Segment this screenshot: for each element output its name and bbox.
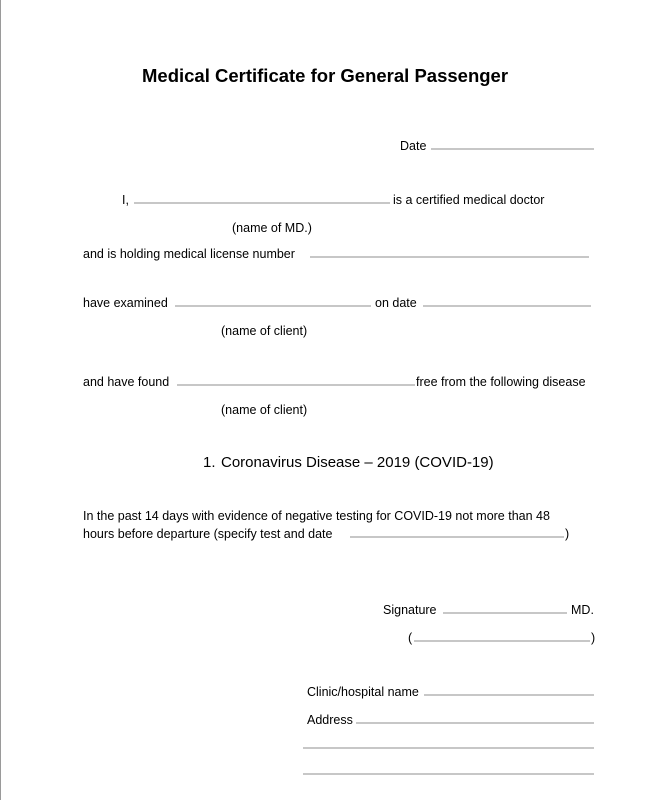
signature-label: Signature — [383, 603, 437, 617]
client-name-field-1[interactable] — [175, 305, 371, 307]
intro-prefix: I, — [122, 193, 129, 207]
signature-suffix: MD. — [571, 603, 594, 617]
free-from-label: free from the following disease — [416, 375, 586, 389]
intro-suffix: is a certified medical doctor — [393, 193, 545, 207]
license-number-field[interactable] — [310, 256, 589, 258]
printed-name-open-paren: ( — [408, 631, 413, 645]
testing-line-1: In the past 14 days with evidence of negative testing for COVID-19 not more than 48 — [83, 509, 550, 523]
disease-name: Coronavirus Disease – 2019 (COVID-19) — [221, 454, 494, 471]
printed-name-close-paren: ) — [591, 631, 596, 645]
address-field-1[interactable] — [356, 722, 594, 724]
address-field-2[interactable] — [303, 747, 594, 749]
client-name-field-2[interactable] — [177, 384, 415, 386]
test-details-field[interactable] — [350, 536, 564, 538]
examined-label: have examined — [83, 296, 168, 310]
client-caption-1: (name of client) — [221, 324, 308, 338]
address-field-3[interactable] — [303, 773, 594, 775]
page-left-edge — [0, 0, 1, 800]
address-label: Address — [307, 713, 353, 727]
client-caption-2: (name of client) — [221, 403, 308, 417]
date-label: Date — [400, 139, 427, 153]
date-field[interactable] — [431, 148, 594, 150]
found-label: and have found — [83, 375, 170, 389]
printed-name-field[interactable] — [414, 640, 590, 642]
md-name-field[interactable] — [134, 202, 390, 204]
document-title: Medical Certificate for General Passenger — [142, 65, 509, 86]
signature-field[interactable] — [443, 612, 567, 614]
on-date-label: on date — [375, 296, 417, 310]
exam-date-field[interactable] — [423, 305, 591, 307]
disease-number: 1. — [203, 454, 216, 471]
testing-close-paren: ) — [565, 527, 570, 541]
license-label: and is holding medical license number — [83, 247, 295, 261]
clinic-name-field[interactable] — [424, 694, 594, 696]
md-name-caption: (name of MD.) — [232, 221, 312, 235]
testing-line-2: hours before departure (specify test and date — [83, 527, 333, 541]
clinic-label: Clinic/hospital name — [307, 685, 419, 699]
